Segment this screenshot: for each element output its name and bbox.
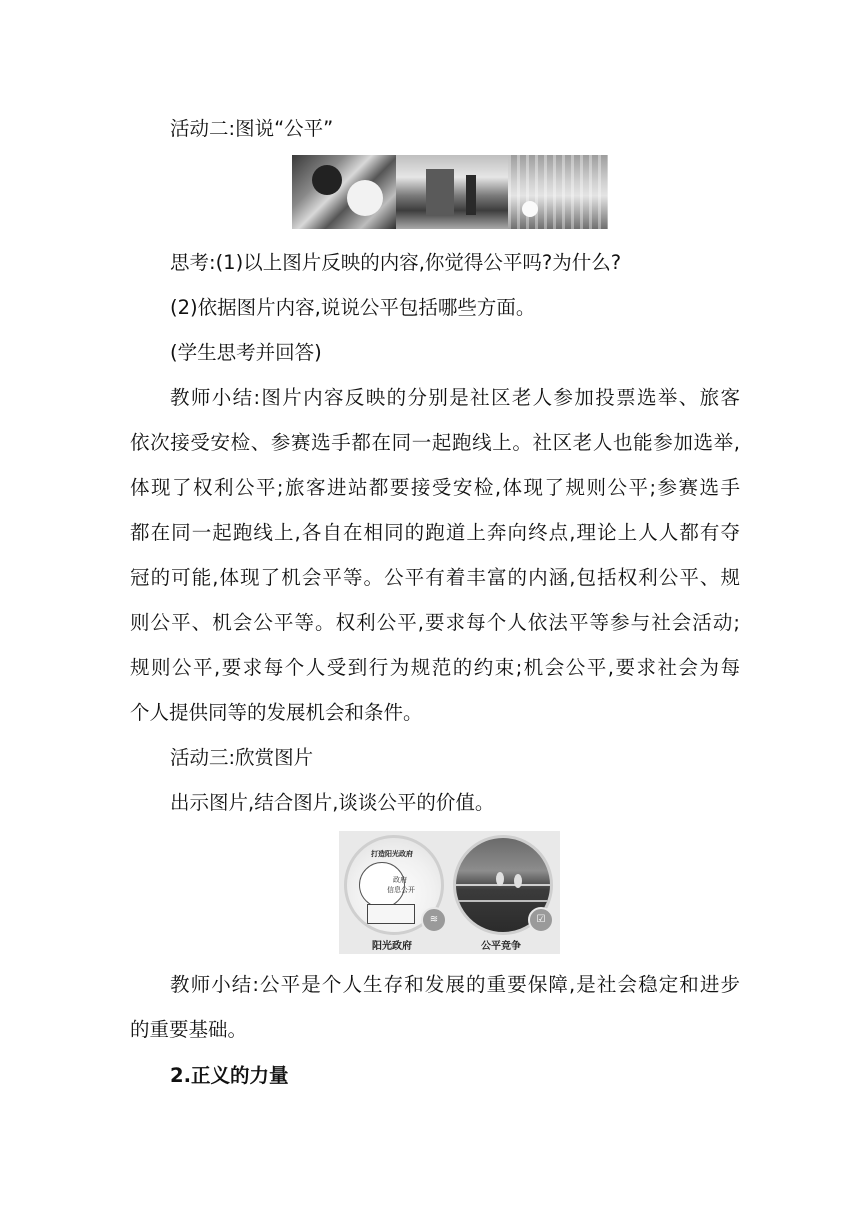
activity3-heading: 活动三:欣赏图片 [170,746,314,769]
figure-top-text: 打造阳光政府 [371,850,413,858]
right-figure-caption: 公平竞争 [481,941,521,952]
wifi-icon: ≋ [421,907,447,933]
summary1-line: 则公平、机会公平等。权利公平,要求每个人依法平等参与社会活动; [130,611,740,634]
figure-inner-text-2: 信息公开 [387,886,415,894]
summary1-line: 教师小结:图片内容反映的分别是社区老人参加投票选举、旅客 [170,386,740,409]
photo-elderly-voting [292,155,396,229]
fairness-value-figure [339,831,560,954]
section-heading: 2.正义的力量 [170,1064,289,1087]
summary1-line: 冠的可能,体现了机会平等。公平有着丰富的内涵,包括权利公平、规 [130,566,740,589]
summary2-line: 教师小结:公平是个人生存和发展的重要保障,是社会稳定和进步 [170,973,740,996]
left-figure-caption: 阳光政府 [372,941,412,952]
photo-security-check [396,155,508,229]
summary1-line: 个人提供同等的发展机会和条件。 [130,701,423,724]
think-question-2: (2)依据图片内容,说说公平包括哪些方面。 [170,296,536,319]
answer-note: (学生思考并回答) [170,341,322,364]
activity2-heading: 活动二:图说“公平” [170,117,334,140]
figure-inner-text-1: 政府 [393,876,407,884]
photo-strip [292,155,608,229]
summary1-line: 规则公平,要求每个人受到行为规范的约束;机会公平,要求社会为每 [130,656,740,679]
activity3-instruction: 出示图片,结合图片,谈谈公平的价值。 [170,791,495,814]
think-question-1: 思考:(1)以上图片反映的内容,你觉得公平吗?为什么? [170,251,622,274]
checkbox-icon: ☑ [528,907,554,933]
summary2-line: 的重要基础。 [130,1018,248,1041]
summary1-line: 都在同一起跑线上,各自在相同的跑道上奔向终点,理论上人人都有夺 [130,521,740,544]
summary1-line: 体现了权利公平;旅客进站都要接受安检,体现了规则公平;参赛选手 [130,476,740,499]
photo-race-start-line [508,155,608,229]
summary1-line: 依次接受安检、参赛选手都在同一起跑线上。社区老人也能参加选举, [130,431,740,454]
